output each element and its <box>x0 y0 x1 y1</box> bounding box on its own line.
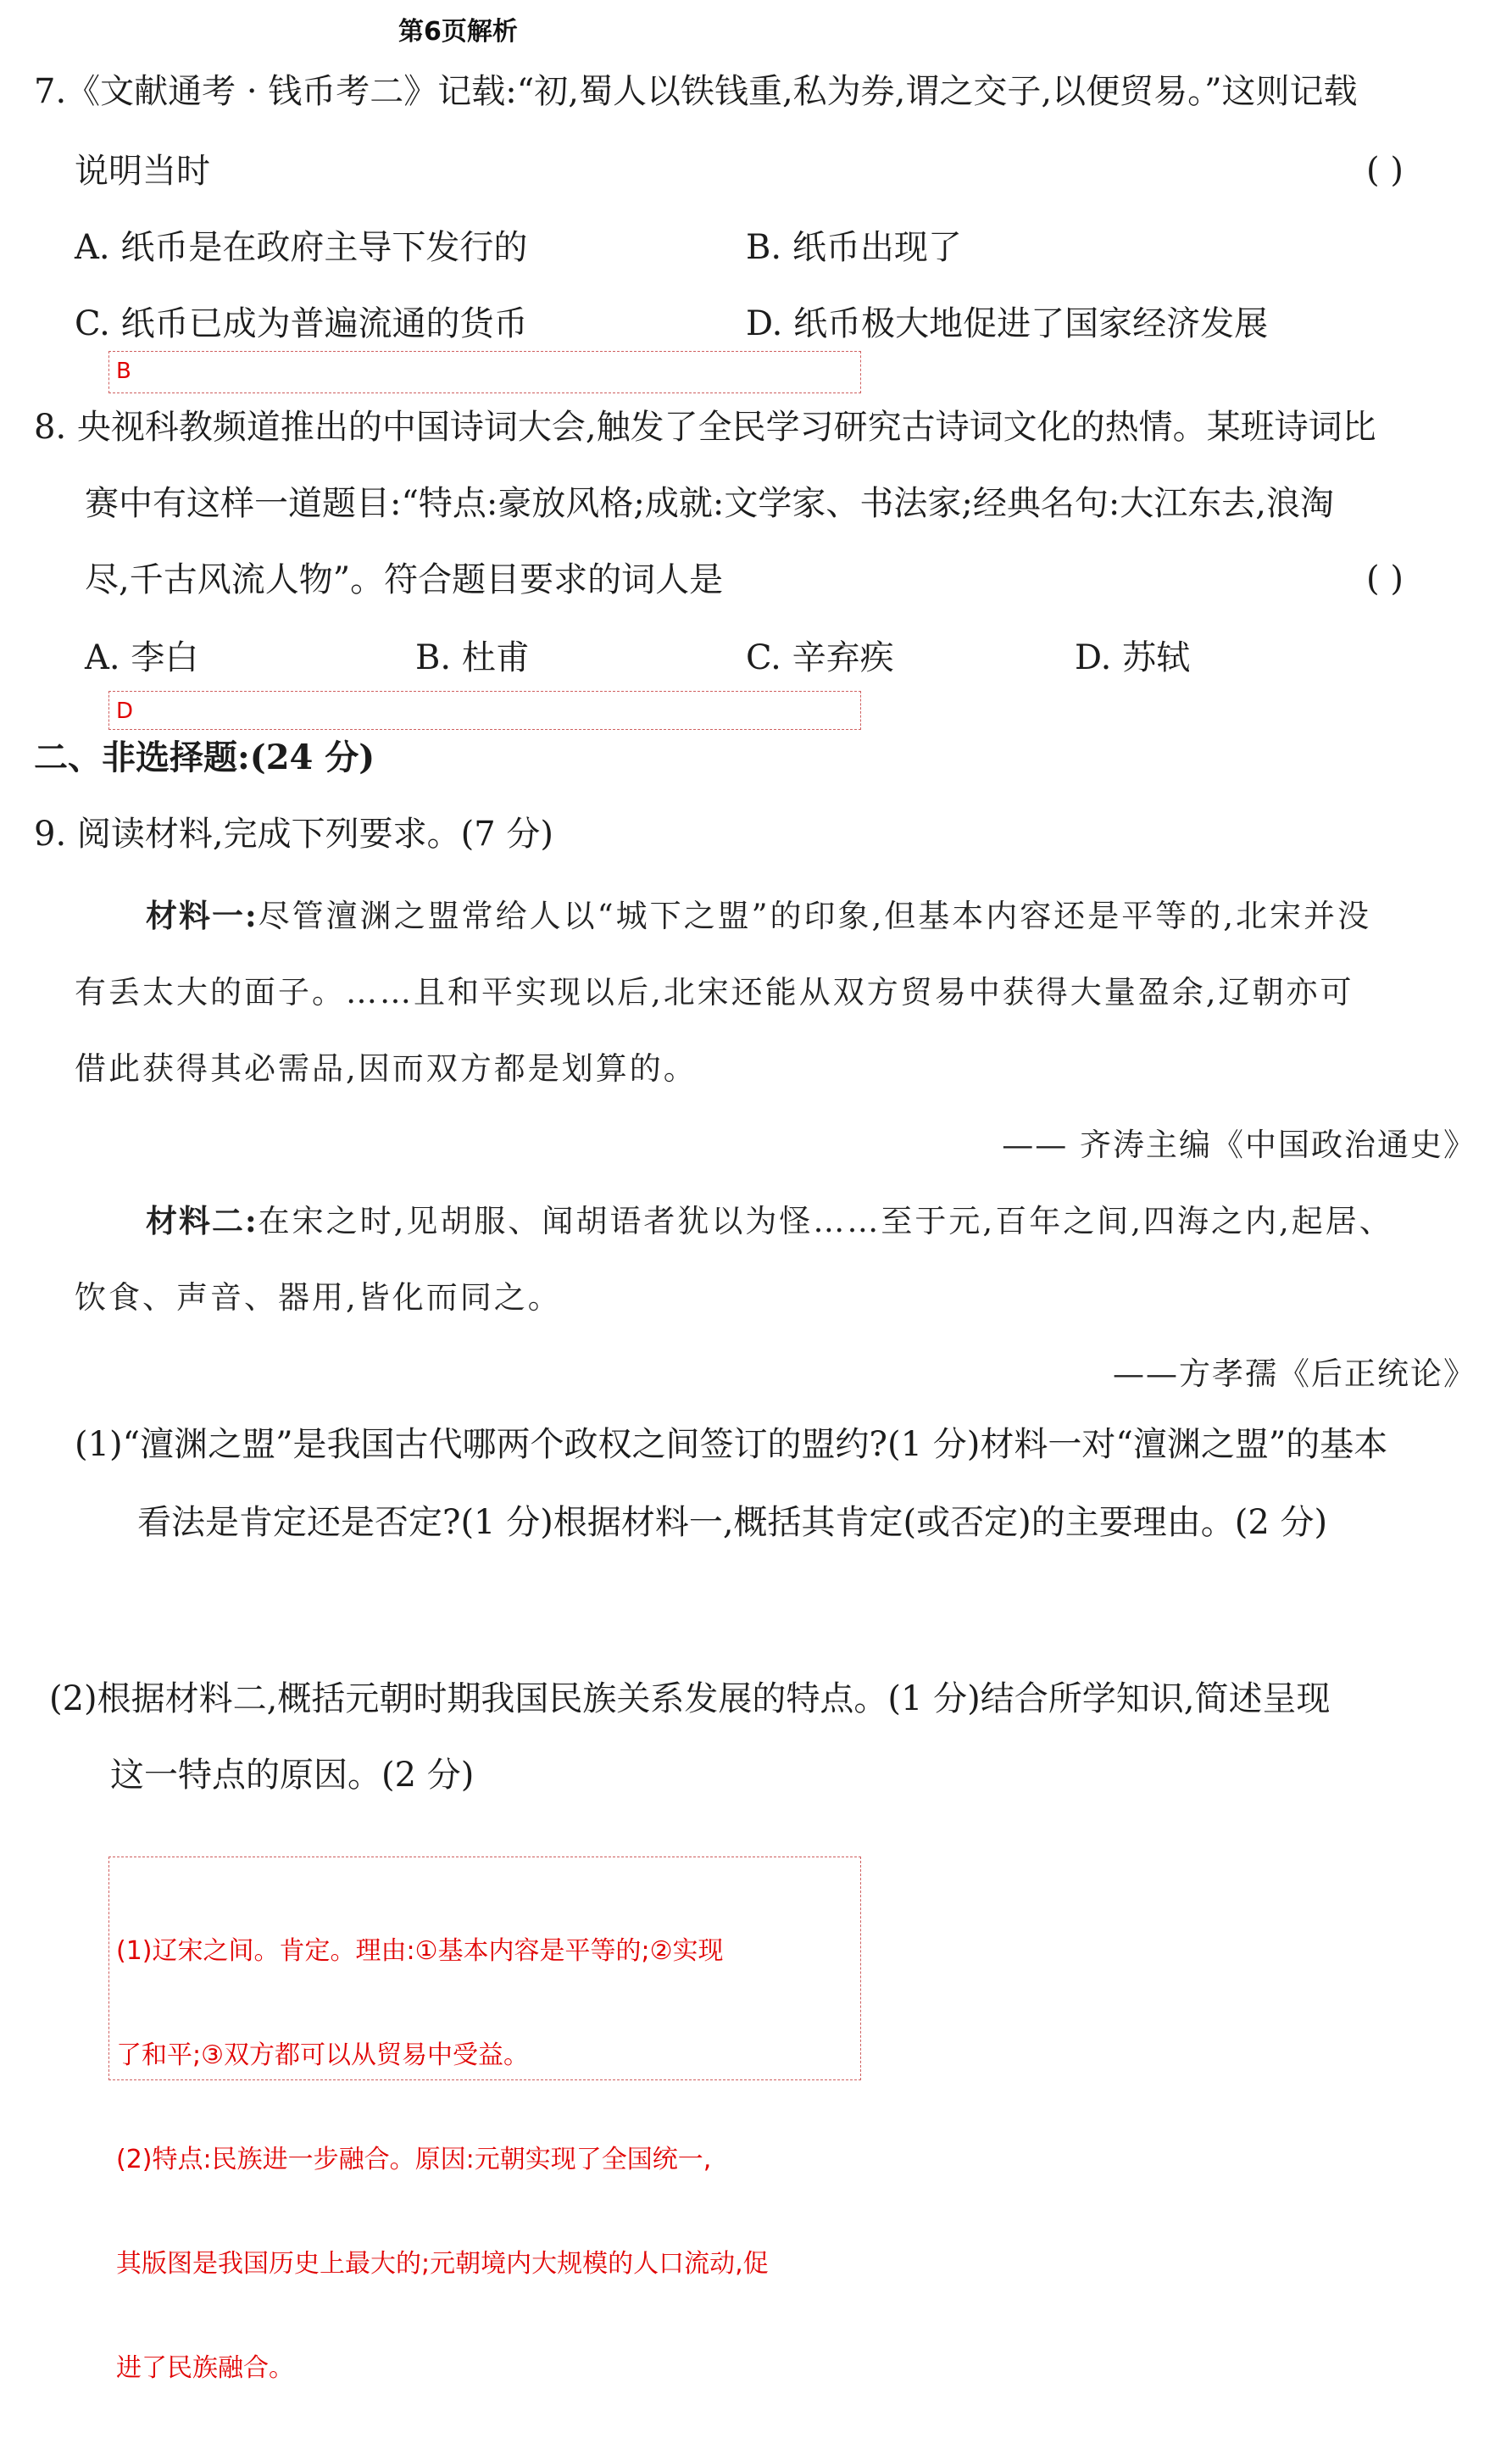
section-2-title: 二、非选择题:(24 分) <box>34 738 375 777</box>
material2-text: 在宋之时,见胡服、闻胡语者犹以为怪……至于元,百年之间,四海之内,起居、 <box>258 1203 1393 1239</box>
q9-answer-line4: 其版图是我国历史上最大的;元朝境内大规模的人口流动,促 <box>116 2249 769 2279</box>
q8-stem-line3: 尽,千古风流人物”。符合题目要求的词人是 <box>85 560 724 599</box>
q7-answer: B <box>116 359 131 384</box>
q9-material1-line1 <box>146 890 1371 936</box>
q9-answer-line1: (1)辽宋之间。肯定。理由:①基本内容是平等的;②实现 <box>116 1936 724 1966</box>
q7-stem-line2: 说明当时 <box>75 152 210 191</box>
q9-material2-line1 <box>146 1195 1393 1241</box>
q9-material2-source: ——方孝孺《后正统论》 <box>1113 1356 1476 1392</box>
q8-answer-paren: ( ) <box>1366 559 1404 598</box>
q7-answer-box <box>108 351 861 393</box>
q9-material2-line2: 饮食、声音、器用,皆化而同之。 <box>75 1279 562 1316</box>
q7-answer-paren: ( ) <box>1366 151 1404 190</box>
material2-label: 材料二: <box>146 1202 258 1239</box>
q9-answer-box <box>108 1857 861 2383</box>
q7-stem-line1: 7.《文献通考 · 钱币考二》记载:“初,蜀人以铁钱重,私为券,谓之交子,以便贸易。”这则记载 <box>34 72 1358 111</box>
page-header: 第6页解析 <box>398 17 518 47</box>
q8-option-d: D. 苏轼 <box>1075 638 1191 677</box>
q8-stem-line2: 赛中有这样一道题目:“特点:豪放风格;成就:文学家、书法家;经典名句:大江东去,浪淘 <box>85 484 1335 523</box>
q9-answer-line3: (2)特点:民族进一步融合。原因:元朝实现了全国统一, <box>116 2145 712 2174</box>
q7-option-b: B. 纸币出现了 <box>746 228 962 267</box>
q7-option-a: A. 纸币是在政府主导下发行的 <box>75 228 528 267</box>
q9-answer-line5: 进了民族融合。 <box>116 2353 294 2383</box>
q9-material1-line3: 借此获得其必需品,因而双方都是划算的。 <box>75 1050 698 1087</box>
q9-sub2-line1: (2)根据材料二,概括元朝时期我国民族关系发展的特点。(1 分)结合所学知识,简述呈现 <box>49 1679 1331 1718</box>
q7-option-d: D. 纸币极大地促进了国家经济发展 <box>746 304 1269 343</box>
q9-answer-line2: 了和平;③双方都可以从贸易中受益。 <box>116 2040 530 2070</box>
q9-material1-line2: 有丢太大的面子。……且和平实现以后,北宋还能从双方贸易中获得大量盈余,辽朝亦可 <box>75 974 1354 1010</box>
q8-option-c: C. 辛弃疾 <box>746 638 894 677</box>
q9-answer <box>116 1864 862 2455</box>
q8-option-b: B. 杜甫 <box>415 638 530 677</box>
q9-sub1-line2: 看法是肯定还是否定?(1 分)根据材料一,概括其肯定(或否定)的主要理由。(2 分) <box>137 1503 1328 1542</box>
q8-stem-line1: 8. 央视科教频道推出的中国诗词大会,触发了全民学习研究古诗词文化的热情。某班诗词比 <box>34 408 1376 447</box>
material1-text: 尽管澶渊之盟常给人以“城下之盟”的印象,但基本内容还是平等的,北宋并没 <box>258 898 1372 934</box>
q8-answer-box <box>108 691 861 730</box>
q9-sub1-line1: (1)“澶渊之盟”是我国古代哪两个政权之间签订的盟约?(1 分)材料一对“澶渊之盟”的基本 <box>75 1425 1388 1464</box>
q9-stem: 9. 阅读材料,完成下列要求。(7 分) <box>34 815 553 854</box>
q8-option-a: A. 李白 <box>85 638 199 677</box>
q9-material1-source: —— 齐涛主编《中国政治通史》 <box>1002 1127 1476 1163</box>
material1-label: 材料一: <box>146 897 258 934</box>
q7-option-c: C. 纸币已成为普遍流通的货币 <box>75 304 528 343</box>
q9-sub2-line2: 这一特点的原因。(2 分) <box>110 1756 475 1795</box>
q8-answer: D <box>116 699 134 724</box>
